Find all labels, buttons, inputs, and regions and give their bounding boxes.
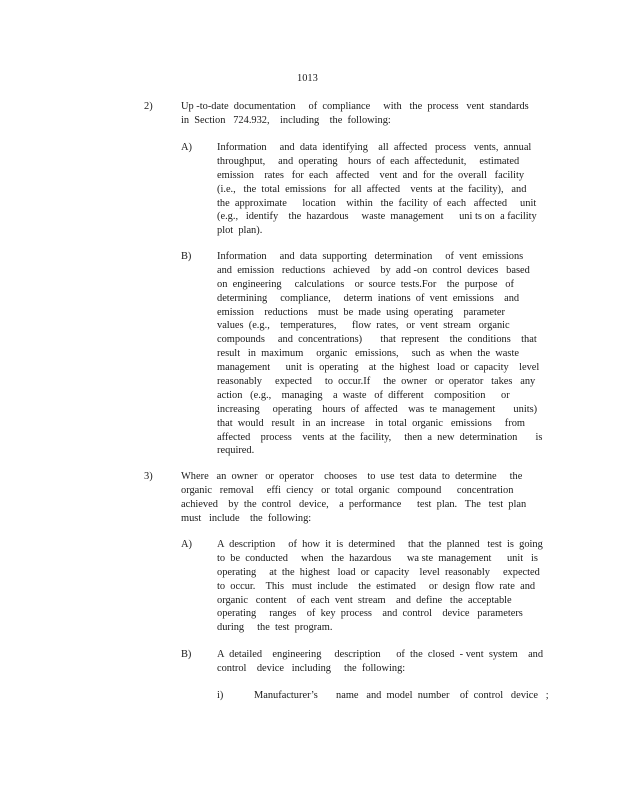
text-line: on engineering calculations or source tests.For the purpose of — [217, 278, 514, 290]
text-line: to be conducted when the hazardous wa ste management unit is — [217, 552, 538, 564]
item-3b-text — [217, 648, 544, 676]
text-line: to occur. This must include the estimated or design flow rate and — [217, 580, 536, 592]
item-2a-marker: A) — [181, 142, 192, 153]
text-line: that would result in an increase in total organic emissions from — [217, 417, 526, 429]
text-line: reasonably expected to occur.If the owner or operator takes any — [217, 376, 536, 388]
text-line: Where an owner or operator chooses to use test data to determine the — [181, 471, 523, 482]
text-line: operating ranges of key process and control device parameters — [217, 608, 523, 620]
text-line: values (e.g., temperatures, flow rates, or vent stream organic — [217, 320, 510, 332]
text-line: management unit is operating at the highest load or capacity level — [217, 362, 540, 374]
text-line: throughput, and operating hours of each affectedunit, estimated — [217, 155, 520, 167]
text-line: required. — [217, 445, 255, 457]
item-2-text — [181, 100, 541, 128]
text-line: plot plan). — [217, 225, 263, 237]
item-3b-marker: B) — [181, 649, 192, 660]
text-line: during the test program. — [217, 622, 333, 634]
text-line: result in maximum organic emissions, such as when the waste — [217, 348, 519, 360]
text-line: and emission reductions achieved by add -on control devices based — [217, 264, 530, 276]
item-2-marker: 2) — [144, 101, 153, 112]
text-line: Up -to-date documentation of compliance with the process vent standards — [181, 101, 529, 112]
text-line: organic content of each vent stream and define the acceptable — [217, 594, 512, 606]
text-line: in Section 724.932, including the following: — [181, 114, 391, 126]
item-3-marker: 3) — [144, 471, 153, 482]
text-line: control device including the following: — [217, 662, 406, 674]
item-3b-i-marker: i) — [217, 690, 224, 701]
text-line: compounds and concentrations) that represent the conditions that — [217, 334, 537, 346]
item-2b-text — [217, 250, 543, 458]
item-2a-text — [217, 141, 537, 238]
text-line: affected process vents at the facility, then a new determination is — [217, 431, 543, 443]
text-line: organic removal effi ciency or total organic compound concentration — [181, 484, 514, 496]
text-line: action (e.g., managing a waste of different composition or — [217, 389, 510, 401]
item-3b-i-text — [254, 689, 549, 703]
text-line: (e.g., identify the hazardous waste management uni ts on a facility — [217, 211, 537, 223]
text-line: determining compliance, determ inations of vent emissions and — [217, 292, 520, 304]
page-number: 1013 — [297, 73, 318, 84]
item-3-text — [181, 470, 541, 526]
text-line: (i.e., the total emissions for all affected vents at the facility), and — [217, 183, 527, 195]
text-line: increasing operating hours of affected was te management units) — [217, 403, 538, 415]
text-line: the approximate location within the facility of each affected unit — [217, 197, 537, 209]
text-line: Information and data supporting determination of vent emissions — [217, 251, 524, 262]
item-2b-marker: B) — [181, 251, 192, 262]
text-line: operating at the highest load or capacity level reasonably expected — [217, 566, 540, 578]
text-line: achieved by the control device, a performance test plan. The test plan — [181, 498, 527, 510]
item-3a-marker: A) — [181, 539, 192, 550]
text-line: A description of how it is determined that the planned test is going — [217, 539, 543, 550]
text-line: Manufacturer’s name and model number of control device ; — [254, 690, 549, 701]
text-line: A detailed engineering description of the closed - vent system and — [217, 649, 544, 660]
text-line: emission rates for each affected vent and for the overall facility — [217, 169, 525, 181]
text-line: must include the following: — [181, 512, 312, 524]
item-3a-text — [217, 538, 543, 635]
text-line: Information and data identifying all affected process vents, annual — [217, 142, 532, 153]
text-line: emission reductions must be made using operating parameter — [217, 306, 505, 318]
